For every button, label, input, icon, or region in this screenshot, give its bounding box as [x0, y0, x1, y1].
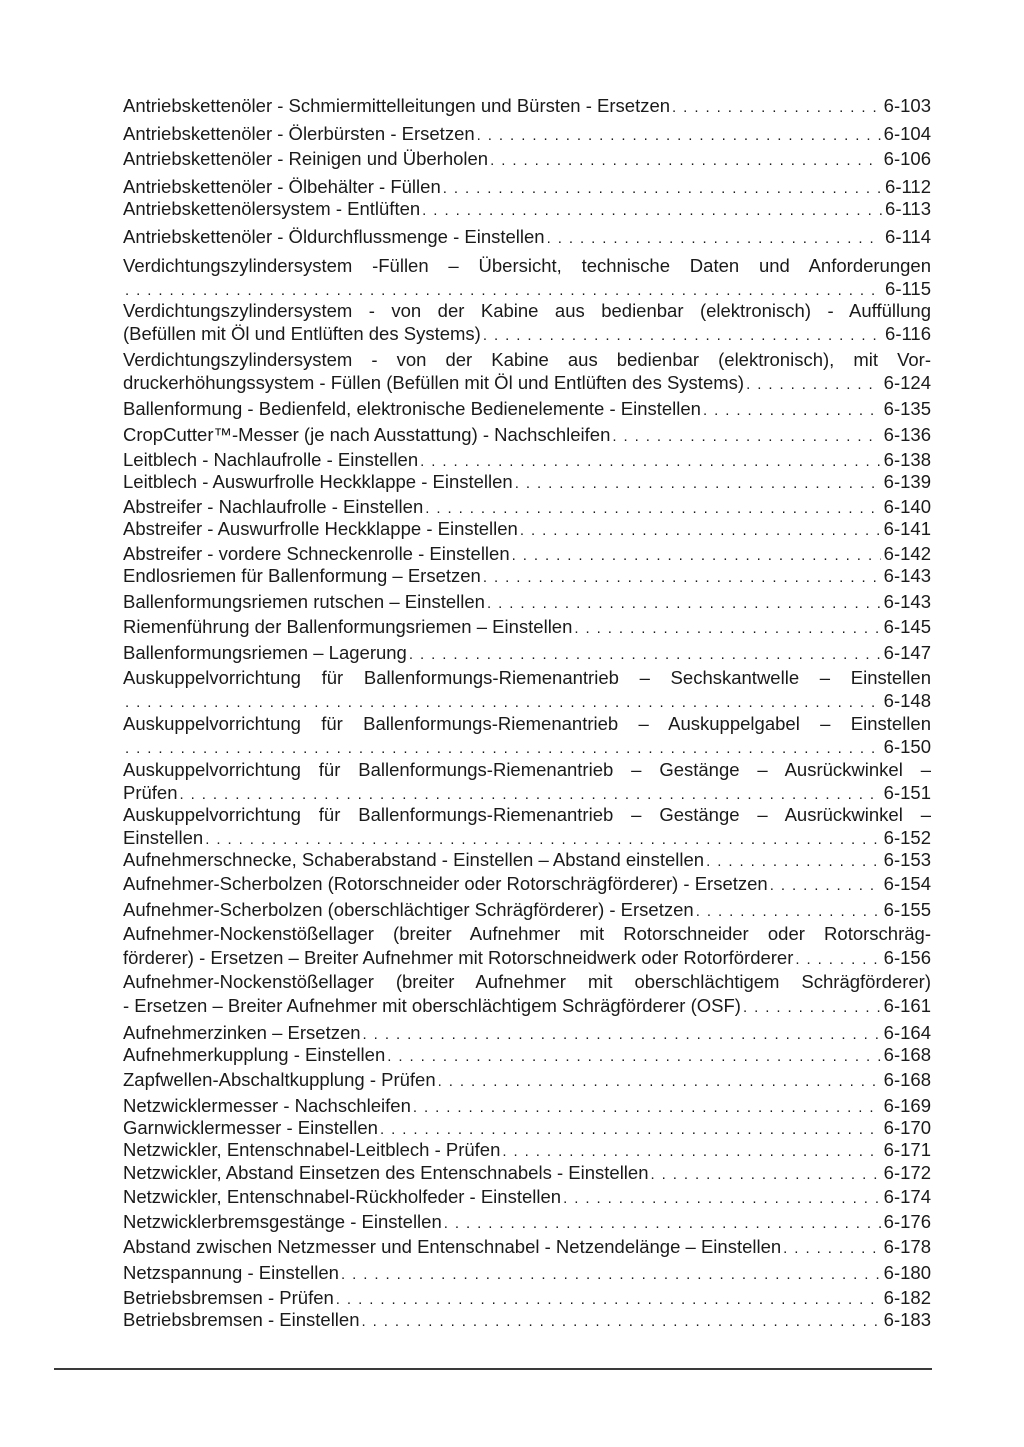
- toc-entry: [123, 122, 931, 146]
- toc-entry-page: 6-147: [883, 642, 931, 663]
- toc-entry-title: Garnwicklermesser - Einstellen: [123, 1117, 378, 1138]
- toc-entry-title: Antriebskettenöler - Schmiermittelleitungen und Bürsten - Ersetzen: [123, 95, 671, 116]
- toc-entry: [123, 564, 931, 588]
- toc-entry-title: Abstreifer - vordere Schneckenrolle - Einstellen: [123, 543, 510, 564]
- toc-entry: [123, 470, 931, 494]
- toc-entry-page: 6-139: [883, 471, 931, 492]
- dot-leader: [515, 472, 881, 496]
- toc-entry: [123, 758, 931, 782]
- toc-entry-page: 6-168: [883, 1044, 931, 1065]
- dot-leader: [487, 592, 881, 616]
- toc-entry: [123, 735, 931, 759]
- toc-entry-title: Netzwickler, Entenschnabel-Rückholfeder - Einstellen: [123, 1186, 562, 1207]
- toc-entry-title: Betriebsbremsen - Einstellen: [123, 1309, 360, 1330]
- toc-entry-page: 6-104: [883, 123, 931, 144]
- toc-entry-title: förderer) - Ersetzen – Breiter Aufnehmer mit Rotorschneidwerk oder Rotorförderer: [123, 947, 794, 968]
- dot-leader: [703, 399, 881, 423]
- dot-leader: [672, 96, 881, 120]
- toc-entry-title: Aufnehmer-Scherbolzen (oberschlächtiger Schrägförderer) - Ersetzen: [123, 899, 694, 920]
- toc-entry-page: 6-113: [885, 198, 931, 219]
- toc-entry-title: Ballenformungsriemen – Lagerung: [123, 642, 407, 663]
- toc-entry-title: Auskuppelvorrichtung für Ballenformungs-Riemenantrieb – Sechskantwelle – Einstellen: [123, 667, 931, 688]
- toc-entry: [123, 848, 931, 872]
- toc-entry: [123, 1021, 931, 1045]
- toc-entry: [123, 225, 931, 249]
- toc-entry: [123, 1235, 931, 1259]
- toc-entry: [123, 1138, 931, 1162]
- toc-entry: [123, 1116, 931, 1140]
- toc-entry: [123, 712, 931, 736]
- toc-entry-title: Verdichtungszylindersystem -Füllen – Übersicht, technische Daten und Anforderungen: [123, 255, 931, 276]
- toc-entry-page: 6-161: [883, 995, 931, 1016]
- toc-entry: [123, 1308, 931, 1332]
- toc-entry-page: 6-143: [883, 591, 931, 612]
- toc-entry: [123, 872, 931, 896]
- toc-entry-page: 6-153: [883, 849, 931, 870]
- toc-entry-title: Aufnehmer-Nockenstößellager (breiter Aufnehmer mit Rotorschneider oder Rotorschräg-: [123, 923, 931, 944]
- toc-entry-title: Aufnehmerkupplung - Einstellen: [123, 1044, 386, 1065]
- toc-entry: [123, 1286, 931, 1310]
- toc-entry: [123, 641, 931, 665]
- toc-entry-title: Verdichtungszylindersystem - von der Kabine aus bedienbar (elektronisch), mit Vor-: [123, 349, 931, 370]
- toc-entry-page: 6-169: [883, 1095, 931, 1116]
- toc-entry: [123, 994, 931, 1018]
- dot-leader: [422, 199, 882, 223]
- toc-entry-title: CropCutter™-Messer (je nach Ausstattung) - Nachschleifen: [123, 424, 611, 445]
- toc-entry-page: 6-176: [883, 1211, 931, 1232]
- toc-entry: [123, 322, 931, 346]
- dot-leader: [483, 324, 882, 348]
- toc-entry-title: Netzwickler, Abstand Einsetzen des Entenschnabels - Einstellen: [123, 1162, 649, 1183]
- toc-entry-title: Ballenformung - Bedienfeld, elektronische Bedienelemente - Einstellen: [123, 398, 701, 419]
- toc-entry: [123, 371, 931, 395]
- toc-entry-page: 6-145: [883, 616, 931, 637]
- toc-entry-page: 6-164: [883, 1022, 931, 1043]
- toc-entry-page: 6-154: [883, 873, 931, 894]
- toc-entry: [123, 542, 931, 566]
- toc-entry: [123, 826, 931, 850]
- toc-entry-page: 6-135: [883, 398, 931, 419]
- toc-entry-page: 6-168: [883, 1069, 931, 1090]
- toc-entry-page: 6-156: [883, 947, 931, 968]
- toc-entry-title: Antriebskettenöler - Ölerbürsten - Ersetzen: [123, 123, 475, 144]
- dot-leader: [341, 1263, 881, 1287]
- toc-entry-title: Leitblech - Nachlaufrolle - Einstellen: [123, 449, 419, 470]
- toc-entry: [123, 946, 931, 970]
- toc-entry: [123, 1185, 931, 1209]
- toc-entry-title: Abstand zwischen Netzmesser und Entenschnabel - Netzendelänge – Einstellen: [123, 1236, 782, 1257]
- toc-entry-page: 6-124: [883, 372, 931, 393]
- toc-entry-page: 6-150: [883, 736, 931, 757]
- dot-leader: [795, 948, 880, 972]
- toc-entry-title: Antriebskettenöler - Reinigen und Überholen: [123, 148, 489, 169]
- toc-entry: [123, 299, 931, 323]
- toc-entry-title: Auskuppelvorrichtung für Ballenformungs-Riemenantrieb – Auskuppelgabel – Einstellen: [123, 713, 931, 734]
- toc-entry: [123, 277, 931, 301]
- toc-entry: [123, 94, 931, 118]
- toc-entry-title: Antriebskettenöler - Ölbehälter - Füllen: [123, 176, 441, 197]
- toc-entry-title: Riemenführung der Ballenformungsriemen – Einstellen: [123, 616, 573, 637]
- toc-entry: [123, 423, 931, 447]
- dot-leader: [438, 1070, 881, 1094]
- toc-entry-title: Verdichtungszylindersystem - von der Kabine aus bedienbar (elektronisch) - Auffüllung: [123, 300, 931, 321]
- toc-entry-title: Netzspannung - Einstellen: [123, 1262, 339, 1283]
- toc-entry-title: Endlosriemen für Ballenformung – Ersetzen: [123, 565, 481, 586]
- toc-entry: [123, 254, 931, 278]
- dot-leader: [362, 1310, 881, 1334]
- dot-leader: [483, 566, 881, 590]
- dot-leader: [409, 643, 881, 667]
- toc-entry-page: 6-178: [883, 1236, 931, 1257]
- toc-entry-title: Antriebskettenöler - Öldurchflussmenge - Einstellen: [123, 226, 545, 247]
- dot-leader: [696, 900, 881, 924]
- dot-leader: [574, 617, 880, 641]
- toc-entry-page: 6-136: [883, 424, 931, 445]
- toc-entry-page: 6-140: [883, 496, 931, 517]
- toc-entry-title: Ballenformungsriemen rutschen – Einstellen: [123, 591, 485, 612]
- toc-entry: [123, 1068, 931, 1092]
- toc-entry: [123, 1161, 931, 1185]
- toc-entry-page: 6-171: [883, 1139, 931, 1160]
- toc-entry-title: Auskuppelvorrichtung für Ballenformungs-Riemenantrieb – Gestänge – Ausrückwinkel –: [123, 804, 931, 825]
- toc-entry-page: 6-172: [883, 1162, 931, 1183]
- toc-entry: [123, 1094, 931, 1118]
- toc-entry-title: Einstellen: [123, 827, 204, 848]
- dot-leader: [490, 149, 881, 173]
- toc-entry-title: Antriebskettenölersystem - Entlüften: [123, 198, 421, 219]
- toc-entry-page: 6-116: [885, 323, 931, 344]
- toc-entry-title: Auskuppelvorrichtung für Ballenformungs-Riemenantrieb – Gestänge – Ausrückwinkel –: [123, 759, 931, 780]
- dot-leader: [547, 227, 882, 251]
- dot-leader: [783, 1237, 881, 1261]
- toc-entry-title: Netzwickler, Entenschnabel-Leitblech - Prüfen: [123, 1139, 501, 1160]
- toc-entry-page: 6-141: [883, 518, 931, 539]
- dot-leader: [520, 519, 881, 543]
- toc-entry-title: Netzwicklerbremsgestänge - Einstellen: [123, 1211, 442, 1232]
- toc-entry-title: Aufnehmerzinken – Ersetzen: [123, 1022, 361, 1043]
- toc-entry-title: - Ersetzen – Breiter Aufnehmer mit oberschlächtigem Schrägförderer (OSF): [123, 995, 741, 1016]
- toc-entry-page: 6-151: [883, 782, 931, 803]
- toc-entry-page: 6-112: [885, 176, 931, 197]
- toc-entry: [123, 1261, 931, 1285]
- toc-entry: [123, 1210, 931, 1234]
- toc-entry: [123, 970, 931, 994]
- toc-entry: [123, 175, 931, 199]
- toc-entry: [123, 197, 931, 221]
- toc-entry-page: 6-152: [883, 827, 931, 848]
- toc-entry: [123, 666, 931, 690]
- toc-entry-page: 6-114: [885, 226, 931, 247]
- toc-entry: [123, 898, 931, 922]
- toc-entry: [123, 615, 931, 639]
- toc-entry: [123, 590, 931, 614]
- footer-rule: [54, 1368, 932, 1370]
- dot-leader: [770, 874, 881, 898]
- toc-entry: [123, 689, 931, 713]
- toc-entry: [123, 397, 931, 421]
- dot-leader: [563, 1187, 881, 1211]
- toc-entry: [123, 781, 931, 805]
- toc-entry-page: 6-155: [883, 899, 931, 920]
- dot-leader: [746, 373, 881, 397]
- toc-entry-page: 6-106: [883, 148, 931, 169]
- toc-entry-title: Betriebsbremsen - Prüfen: [123, 1287, 334, 1308]
- dot-leader: [706, 850, 881, 874]
- toc-entry-title: druckerhöhungssystem - Füllen (Befüllen mit Öl und Entlüften des Systems): [123, 372, 745, 393]
- toc-entry: [123, 147, 931, 171]
- toc-entry: [123, 803, 931, 827]
- toc-entry-title: (Befüllen mit Öl und Entlüften des Systems): [123, 323, 481, 344]
- toc-entry-page: 6-143: [883, 565, 931, 586]
- toc-entry: [123, 1043, 931, 1067]
- toc-entry-page: 6-148: [883, 690, 931, 711]
- dot-leader: [477, 124, 881, 148]
- toc-entry: [123, 495, 931, 519]
- toc-entry: [123, 448, 931, 472]
- dot-leader: [743, 996, 881, 1020]
- toc-entry-title: Aufnehmer-Nockenstößellager (breiter Aufnehmer mit oberschlächtigem Schrägförderer): [123, 971, 931, 992]
- toc-entry-page: 6-183: [883, 1309, 931, 1330]
- dot-leader: [444, 1212, 881, 1236]
- toc-entry-title: Zapfwellen-Abschaltkupplung - Prüfen: [123, 1069, 436, 1090]
- toc-entry-title: Prüfen: [123, 782, 178, 803]
- dot-leader: [612, 425, 880, 449]
- toc-entry-title: Leitblech - Auswurfrolle Heckklappe - Einstellen: [123, 471, 513, 492]
- toc-entry: [123, 922, 931, 946]
- toc-entry-title: Netzwicklermesser - Nachschleifen: [123, 1095, 411, 1116]
- dot-leader: [387, 1045, 880, 1069]
- toc-entry-page: 6-174: [883, 1186, 931, 1207]
- toc-entry: [123, 517, 931, 541]
- toc-entry: [123, 348, 931, 372]
- toc-entry-title: Aufnehmerschnecke, Schaberabstand - Einstellen – Abstand einstellen: [123, 849, 705, 870]
- toc-entry-page: 6-182: [883, 1287, 931, 1308]
- toc-entry-page: 6-142: [883, 543, 931, 564]
- toc-entry-page: 6-103: [883, 95, 931, 116]
- toc-entry-title: Aufnehmer-Scherbolzen (Rotorschneider oder Rotorschrägförderer) - Ersetzen: [123, 873, 768, 894]
- dot-leader: [651, 1163, 881, 1187]
- toc-entry-page: 6-170: [883, 1117, 931, 1138]
- toc-entry-page: 6-180: [883, 1262, 931, 1283]
- toc-entry-title: Abstreifer - Nachlaufrolle - Einstellen: [123, 496, 424, 517]
- toc-entry-page: 6-115: [885, 278, 931, 299]
- toc-entry-title: Abstreifer - Auswurfrolle Heckklappe - Einstellen: [123, 518, 518, 539]
- toc-entry-page: 6-138: [883, 449, 931, 470]
